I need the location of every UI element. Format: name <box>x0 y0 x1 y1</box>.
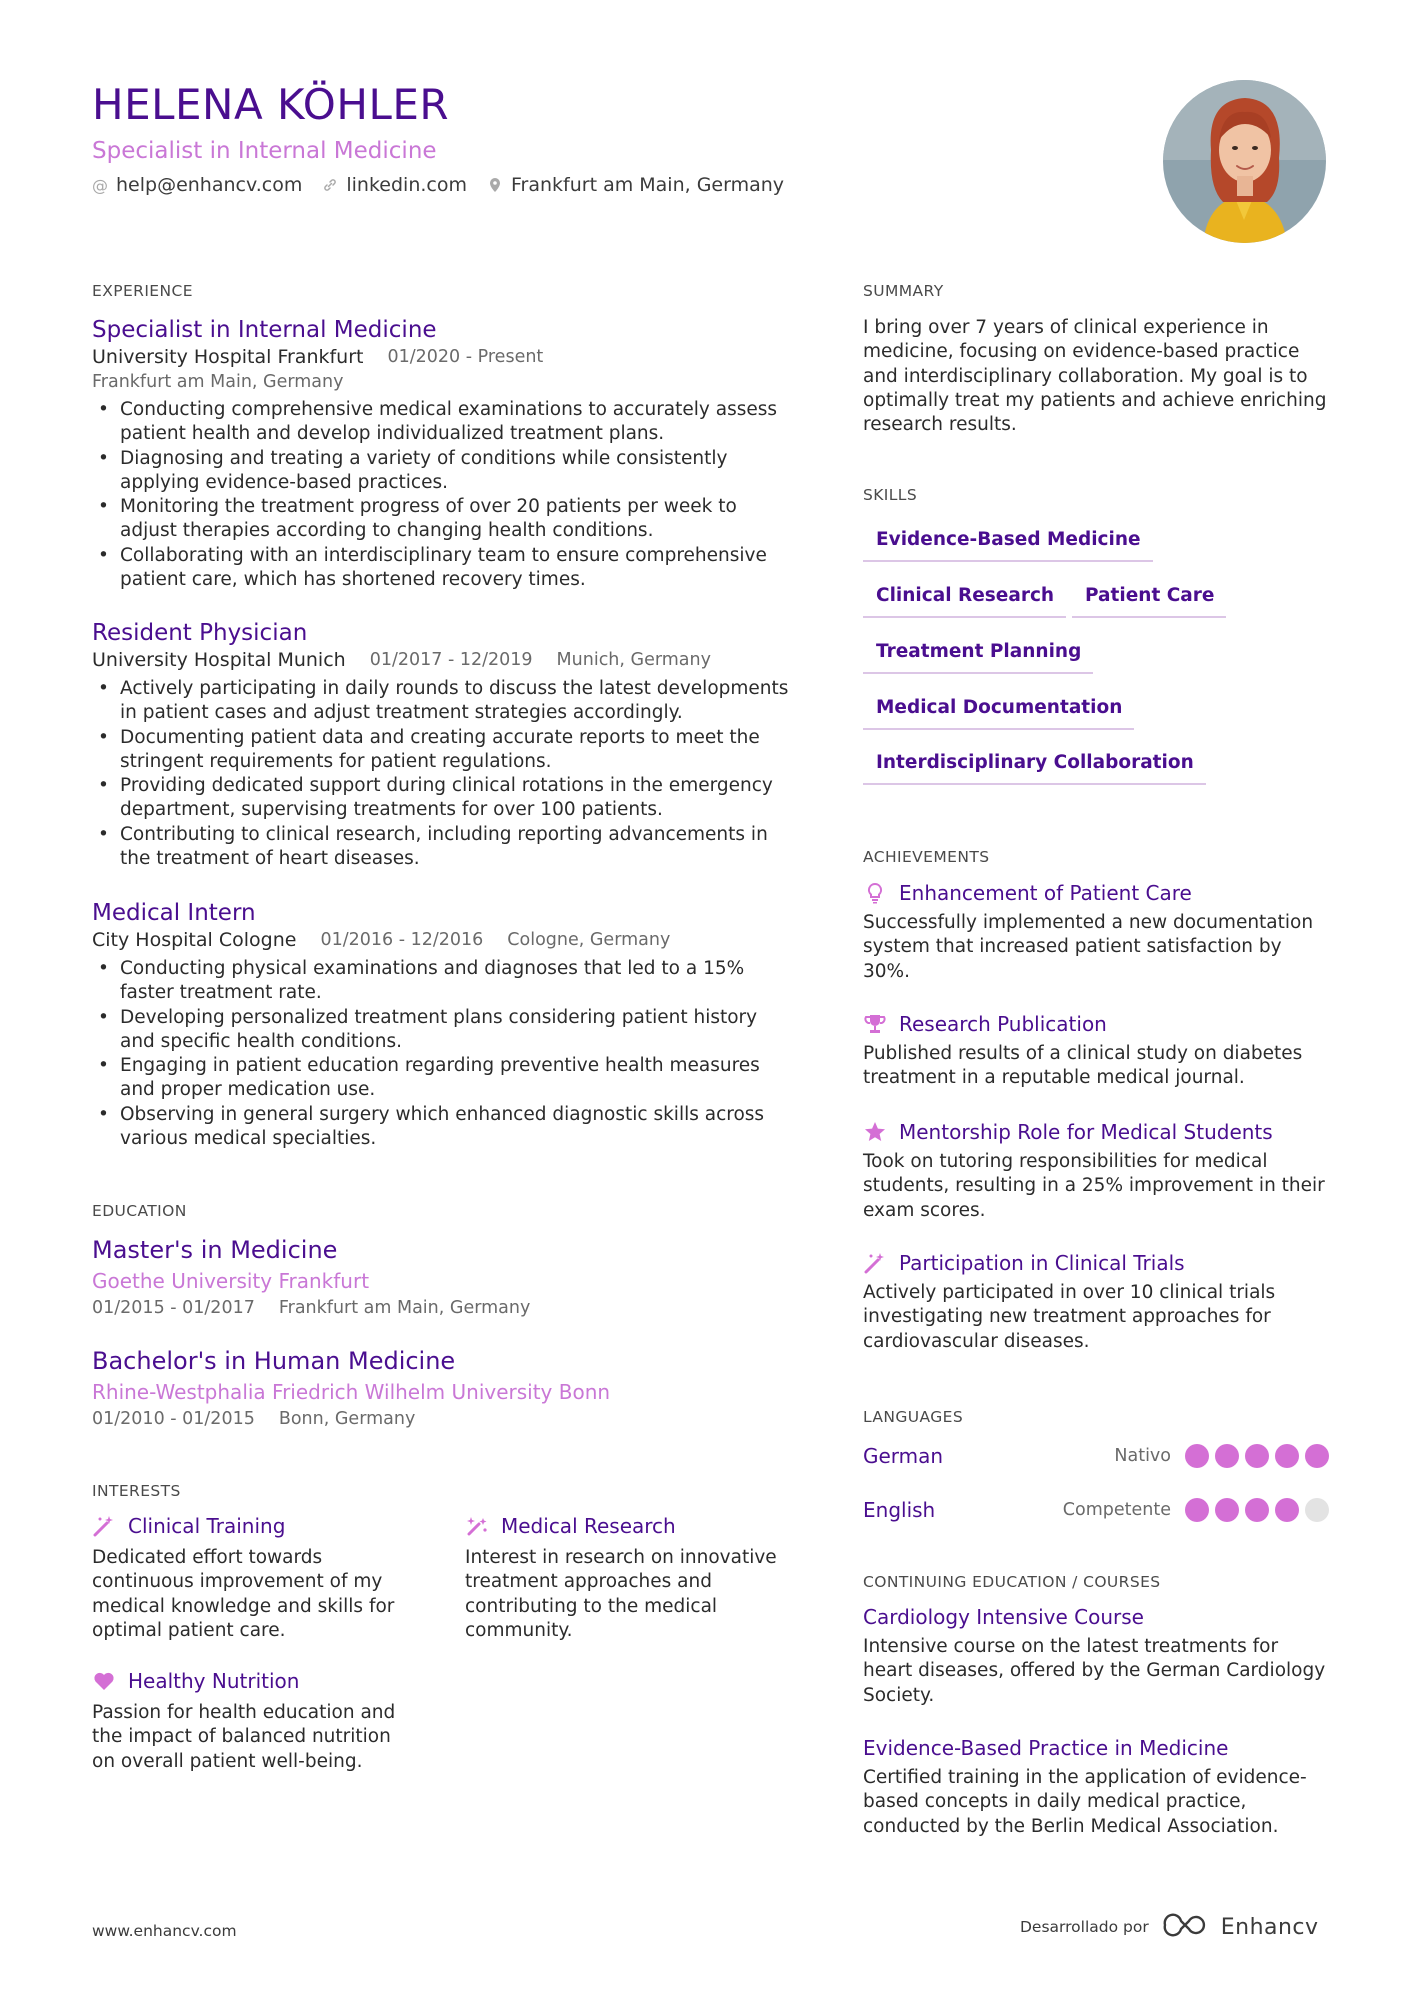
job-bullet: • Providing dedicated support during clinical rotations in the emergency department, supervising treatments for over 100 patients. <box>92 774 792 823</box>
job-title: Specialist in Internal Medicine <box>92 317 437 343</box>
sparkle-wand-icon <box>465 1514 489 1538</box>
edu-dates: 01/2010 - 01/2015 <box>92 1409 255 1429</box>
course-item <box>863 1603 1333 1708</box>
education-entry <box>92 1234 792 1320</box>
edu-location: Frankfurt am Main, Germany <box>278 1298 531 1318</box>
interest-item <box>92 1512 412 1643</box>
course-title: Evidence-Based Practice in Medicine <box>863 1736 1229 1760</box>
edu-dates: 01/2015 - 01/2017 <box>92 1298 255 1318</box>
job-location: Munich, Germany <box>556 650 711 670</box>
magic-wand-icon <box>863 1251 887 1275</box>
at-icon: @ <box>92 175 108 195</box>
achievement-desc: Successfully implemented a new documentation system that increased patient satisfaction by 30%. <box>863 912 1314 982</box>
contact-linkedin[interactable] <box>322 174 467 196</box>
job-dates: 01/2017 - 12/2019 <box>369 650 533 670</box>
language-name: English <box>863 1498 936 1522</box>
email-text: help@enhancv.com <box>116 174 303 196</box>
trophy-icon <box>863 1012 887 1036</box>
experience-entry <box>92 618 792 871</box>
rating-dot <box>1305 1444 1329 1468</box>
job-bullet: • Developing personalized treatment plans considering patient history and specific health conditions. <box>92 1006 792 1055</box>
achievement-title: Mentorship Role for Medical Students <box>899 1120 1273 1144</box>
section-heading-courses: CONTINUING EDUCATION / COURSES <box>863 1573 1161 1591</box>
job-bullets <box>92 957 792 1151</box>
course-desc: Intensive course on the latest treatments for heart diseases, offered by the German Cardiology Society. <box>863 1636 1326 1706</box>
achievement-item <box>863 1010 1333 1091</box>
job-location: Cologne, Germany <box>507 930 671 950</box>
job-employer: City Hospital Cologne <box>92 929 297 951</box>
education-entry <box>92 1345 792 1431</box>
candidate-name: HELENA KÖHLER <box>92 80 450 129</box>
job-bullet: • Conducting comprehensive medical examinations to accurately assess patient health and develop individualized treatment plans. <box>92 398 792 447</box>
language-level: Nativo <box>1114 1446 1171 1466</box>
contact-email[interactable] <box>92 174 302 196</box>
rating-dot <box>1275 1444 1299 1468</box>
interest-title: Healthy Nutrition <box>128 1669 300 1693</box>
contact-location <box>487 174 784 196</box>
language-name: German <box>863 1444 944 1468</box>
lightbulb-icon <box>863 881 887 905</box>
job-title: Resident Physician <box>92 620 308 646</box>
job-bullet: • Documenting patient data and creating accurate reports to meet the stringent requirements for patient regulations. <box>92 726 792 775</box>
linkedin-text: linkedin.com <box>346 174 467 196</box>
job-bullet: • Observing in general surgery which enhanced diagnostic skills across various medical specialties. <box>92 1103 792 1152</box>
footer-website[interactable]: www.enhancv.com <box>92 1922 237 1940</box>
achievement-title: Participation in Clinical Trials <box>899 1251 1185 1275</box>
skill-tag: Interdisciplinary Collaboration <box>863 751 1206 785</box>
achievement-item <box>863 879 1333 984</box>
rating-dot <box>1185 1498 1209 1522</box>
section-heading-skills: SKILLS <box>863 486 918 504</box>
job-bullet: • Monitoring the treatment progress of over 20 patients per week to adjust therapies according to changing health conditions. <box>92 495 792 544</box>
powered-by-text: Desarrollado por <box>1020 1918 1149 1936</box>
contact-row <box>92 174 784 196</box>
section-heading-summary: SUMMARY <box>863 282 944 300</box>
skill-tag: Evidence-Based Medicine <box>863 528 1153 562</box>
job-bullet: • Diagnosing and treating a variety of conditions while consistently applying evidence-based practices. <box>92 447 792 496</box>
interest-desc: Passion for health education and the impact of balanced nutrition on overall patient well-being. <box>92 1702 396 1772</box>
rating-dot <box>1305 1498 1329 1522</box>
rating-dot <box>1215 1444 1239 1468</box>
edu-degree: Bachelor's in Human Medicine <box>92 1347 456 1375</box>
language-rating <box>1185 1444 1329 1468</box>
skill-tag: Clinical Research <box>863 584 1066 618</box>
achievement-item <box>863 1118 1333 1223</box>
language-rating <box>1185 1498 1329 1522</box>
achievement-desc: Took on tutoring responsibilities for medical students, resulting in a 25% improvement in their exam scores. <box>863 1151 1325 1221</box>
link-icon <box>322 177 338 193</box>
skill-tag: Medical Documentation <box>863 696 1134 730</box>
job-employer: University Hospital Frankfurt <box>92 346 364 368</box>
rating-dot <box>1245 1444 1269 1468</box>
summary-text: I bring over 7 years of clinical experience in medicine, focusing on evidence-based practice and interdisciplinary collaboration. My goal is to optimally treat my patients and achieve enriching research results. <box>863 317 1327 436</box>
achievement-item <box>863 1249 1333 1354</box>
language-item <box>863 1441 1329 1471</box>
candidate-title: Specialist in Internal Medicine <box>92 138 437 164</box>
brand-name: Enhancv <box>1220 1914 1319 1940</box>
star-icon <box>863 1120 887 1144</box>
job-bullet: • Engaging in patient education regarding preventive health measures and proper medication use. <box>92 1054 792 1103</box>
edu-school: Goethe University Frankfurt <box>92 1269 370 1293</box>
enhancv-logo-icon <box>1161 1912 1209 1942</box>
edu-degree: Master's in Medicine <box>92 1236 338 1264</box>
rating-dot <box>1275 1498 1299 1522</box>
section-heading-achievements: ACHIEVEMENTS <box>863 848 990 866</box>
course-title: Cardiology Intensive Course <box>863 1605 1144 1629</box>
rating-dot <box>1185 1444 1209 1468</box>
interest-desc: Interest in research on innovative treatment approaches and contributing to the medical community. <box>465 1547 777 1641</box>
location-pin-icon <box>487 177 503 193</box>
footer-branding <box>1020 1912 1319 1942</box>
skill-tag: Treatment Planning <box>863 640 1093 674</box>
job-bullet: • Contributing to clinical research, including reporting advancements in the treatment of heart diseases. <box>92 823 792 872</box>
job-dates: 01/2020 - Present <box>387 347 544 367</box>
interest-title: Medical Research <box>501 1514 676 1538</box>
interest-title: Clinical Training <box>128 1514 286 1538</box>
section-heading-interests: INTERESTS <box>92 1482 181 1500</box>
edu-school: Rhine-Westphalia Friedrich Wilhelm University Bonn <box>92 1380 611 1404</box>
language-level: Competente <box>1062 1500 1171 1520</box>
course-desc: Certified training in the application of evidence-based concepts in daily medical practice, conducted by the Berlin Medical Association. <box>863 1767 1307 1837</box>
interest-item <box>465 1512 785 1643</box>
location-text: Frankfurt am Main, Germany <box>511 174 785 196</box>
section-heading-languages: LANGUAGES <box>863 1408 964 1426</box>
job-location: Frankfurt am Main, Germany <box>92 372 344 392</box>
skill-tag: Patient Care <box>1072 584 1226 618</box>
profile-photo <box>1163 80 1326 243</box>
language-item <box>863 1495 1329 1525</box>
job-bullet: • Conducting physical examinations and diagnoses that led to a 15% faster treatment rate. <box>92 957 792 1006</box>
job-title: Medical Intern <box>92 900 256 926</box>
job-bullet: • Collaborating with an interdisciplinary team to ensure comprehensive patient care, which has shortened recovery times. <box>92 544 792 593</box>
interest-item <box>92 1667 412 1774</box>
job-bullet: • Actively participating in daily rounds to discuss the latest developments in patient cases and adjust treatment strategies accordingly. <box>92 677 792 726</box>
rating-dot <box>1215 1498 1239 1522</box>
edu-location: Bonn, Germany <box>278 1409 416 1429</box>
interest-desc: Dedicated effort towards continuous improvement of my medical knowledge and skills for optimal patient care. <box>92 1547 395 1641</box>
section-heading-education: EDUCATION <box>92 1202 187 1220</box>
job-bullets <box>92 398 792 592</box>
achievement-desc: Published results of a clinical study on diabetes treatment in a reputable medical journal. <box>863 1043 1303 1089</box>
achievement-title: Research Publication <box>899 1012 1107 1036</box>
experience-entry <box>92 898 792 1151</box>
heart-icon <box>92 1669 116 1693</box>
achievement-desc: Actively participated in over 10 clinical trials investigating new treatment approaches for cardiovascular diseases. <box>863 1282 1276 1352</box>
job-dates: 01/2016 - 12/2016 <box>320 930 484 950</box>
experience-entry <box>92 315 792 592</box>
job-employer: University Hospital Munich <box>92 649 346 671</box>
job-bullets <box>92 677 792 871</box>
section-heading-experience: EXPERIENCE <box>92 282 193 300</box>
rating-dot <box>1245 1498 1269 1522</box>
course-item <box>863 1734 1333 1839</box>
magic-wand-icon <box>92 1514 116 1538</box>
achievement-title: Enhancement of Patient Care <box>899 881 1192 905</box>
